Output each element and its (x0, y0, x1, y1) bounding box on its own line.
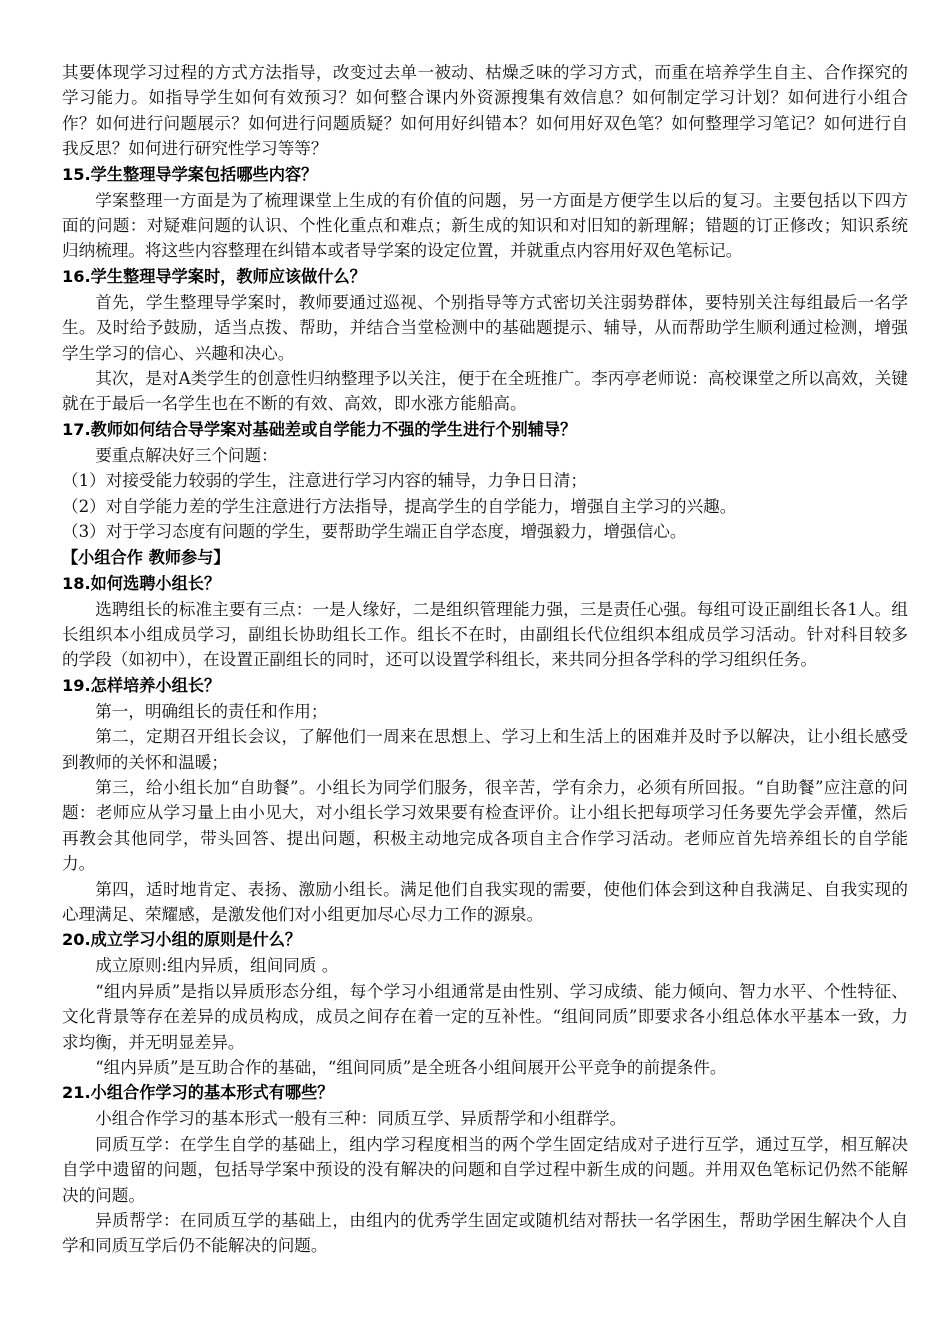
list-item: （2）对自学能力差的学生注意进行方法指导，提高学生的自学能力，增强自主学习的兴趣。 (62, 496, 737, 516)
paragraph: 其次，是对A类学生的创意性归纳整理予以关注，便于在全班推广。李丙亭老师说：高校课堂之所以高效，关键就在于最后一名学生也在不断的有效、高效，即水涨方能船高。 (62, 369, 908, 414)
section-heading: 20.成立学习小组的原则是什么？ (62, 930, 302, 950)
paragraph: 其要体现学习过程的方式方法指导，改变过去单一被动、枯燥乏味的学习方式，而重在培养学生自主、合作探究的学习能力。如指导学生如何有效预习？如何整合课内外资源搜集有效信息？如何制定学习计划？如何进行小组合作？如何进行问题展示？如何进行问题质疑？如何用好纠错本？如何用好双色笔？如何整理学习笔记？如何进行自我反思？如何进行研究性学习等等？ (62, 63, 908, 159)
section-heading: 16.学生整理导学案时，教师应该做什么？ (62, 266, 366, 286)
list-item: （1）对接受能力较弱的学生，注意进行学习内容的辅导，力争日日清； (62, 471, 587, 491)
paragraph: 第三，给小组长加“自助餐”。小组长为同学们服务，很辛苦，学有余力，必须有所回报。“自助餐”应注意的问题：老师应从学习量上由小见大，对小组长学习效果要有检查评价。让小组长把每项学习任务要先学会弄懂，然后再教会其他同学，带头回答、提出问题，积极主动地完成各项自主合作学习活动。老师应首先培养组长的自学能力。 (62, 777, 908, 874)
paragraph: 成立原则:组内异质，组间同质 。 (95, 956, 339, 976)
paragraph: 首先，学生整理导学案时，教师要通过巡视、个别指导等方式密切关注弱势群体，要特别关注每组最后一名学生。及时给予鼓励，适当点拨、帮助，并结合当堂检测中的基础题提示、辅导，从而帮助学生顺利通过检测，增强学生学习的信心、兴趣和决心。 (62, 292, 908, 363)
section-heading: 18.如何选聘小组长？ (62, 573, 221, 593)
paragraph: “组内异质”是指以异质形态分组，每个学习小组通常是由性别、学习成绩、能力倾向、智力水平、个性特征、文化背景等存在差异的成员构成，成员之间存在着一定的互补性。“组间同质”即要求各小组总体水平基本一致，力求均衡，并无明显差异。 (62, 981, 908, 1052)
paragraph: 同质互学：在学生自学的基础上，组内学习程度相当的两个学生固定结成对子进行互学，通过互学，相互解决自学中遗留的问题，包括导学案中预设的没有解决的问题和自学过程中新生成的问题。并用双色笔标记仍然不能解决的问题。 (62, 1134, 908, 1205)
paragraph: 异质帮学：在同质互学的基础上，由组内的优秀学生固定或随机结对帮扶一名学困生，帮助学困生解决个人自学和同质互学后仍不能解决的问题。 (62, 1211, 908, 1256)
paragraph: 小组合作学习的基本形式一般有三种：同质互学、异质帮学和小组群学。 (95, 1109, 627, 1129)
section-heading: 17.教师如何结合导学案对基础差或自学能力不强的学生进行个别辅导？ (62, 419, 577, 439)
list-item: （3）对于学习态度有问题的学生，要帮助学生端正自学态度，增强毅力，增强信心。 (62, 522, 687, 542)
paragraph: 选聘组长的标准主要有三点：一是人缘好，二是组织管理能力强，三是责任心强。每组可设正副组长各1人。组长组织本小组成员学习，副组长协助组长工作。组长不在时，由副组长代位组织本组成员学习活动。针对科目较多的学段（如初中），在设置正副组长的同时，还可以设置学科组长，来共同分担各学科的学习组织任务。 (62, 599, 908, 670)
section-heading: 15.学生整理导学案包括哪些内容？ (62, 164, 318, 184)
document-body (62, 60, 908, 1259)
paragraph: 第一，明确组长的责任和作用； (95, 701, 328, 721)
paragraph: “组内异质”是互助合作的基础，“组间同质”是全班各小组间展开公平竞争的前提条件。 (95, 1058, 727, 1077)
paragraph: 第二，定期召开组长会议，了解他们一周来在思想上、学习上和生活上的困难并及时予以解决，让小组长感受到教师的关怀和温暖； (62, 727, 908, 772)
paragraph: 第四，适时地肯定、表扬、激励小组长。满足他们自我实现的需要，使他们体会到这种自我满足、自我实现的心理满足、荣耀感，是激发他们对小组更加尽心尽力工作的源泉。 (62, 879, 908, 924)
section-heading: 19.怎样培养小组长？ (62, 675, 221, 695)
paragraph: 要重点解决好三个问题： (95, 445, 278, 465)
section-heading: 【小组合作 教师参与】 (62, 547, 230, 567)
paragraph: 学案整理一方面是为了梳理课堂上生成的有价值的问题，另一方面是方便学生以后的复习。主要包括以下四方面的问题：对疑难问题的认识、个性化重点和难点；新生成的知识和对旧知的新理解；错题的订正修改；知识系统归纳梳理。将这些内容整理在纠错本或者导学案的设定位置，并就重点内容用好双色笔标记。 (62, 190, 908, 261)
section-heading: 21.小组合作学习的基本形式有哪些？ (62, 1083, 334, 1103)
